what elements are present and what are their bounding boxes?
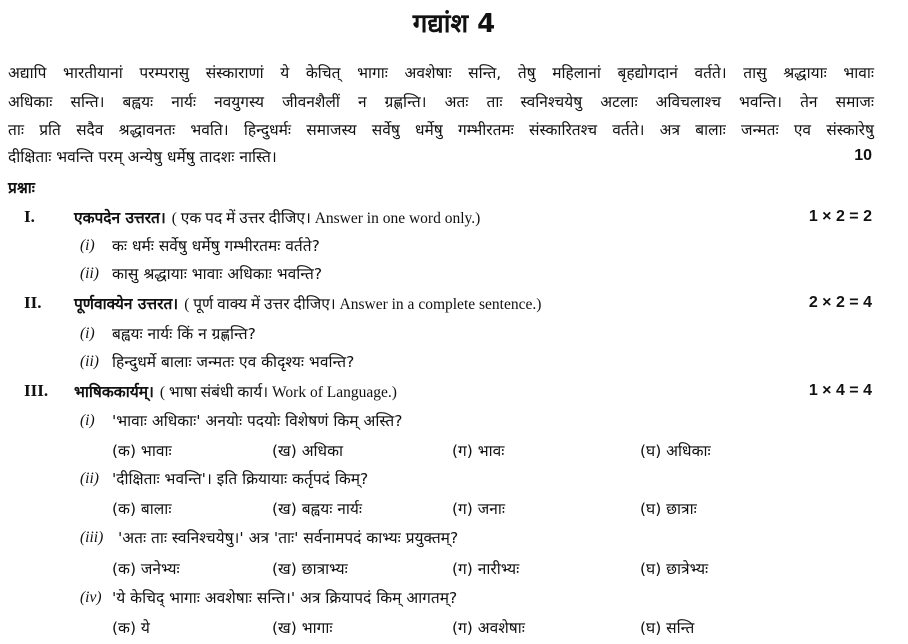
answer-option: (ख) भागाः: [272, 619, 333, 637]
section-marks: 1 × 2 = 2: [808, 208, 872, 225]
question-number: (i): [80, 325, 95, 342]
answer-option: (घ) सन्ति: [640, 619, 695, 637]
section-instruction: ( एक पद में उत्तर दीजिए। Answer in one word only.): [171, 210, 481, 227]
question-number: (ii): [80, 353, 99, 370]
question-text: हिन्दुधर्मे बालाः जन्मतः एव कीदृश्यः भवन्ति?: [112, 353, 355, 371]
section-title: भाषिककार्यम्।: [74, 383, 154, 401]
answer-option: (ग) जनाः: [452, 500, 505, 518]
section-number: I.: [24, 207, 35, 226]
section-heading: [74, 208, 480, 229]
answer-option: (ख) छात्राभ्यः: [272, 560, 348, 578]
answer-option: (क) बालाः: [112, 500, 172, 518]
section-marks: 2 × 2 = 4: [808, 294, 872, 311]
answer-option: (ग) नारीभ्यः: [452, 560, 520, 578]
section-number: III.: [24, 381, 49, 400]
questions-label: प्रश्नाः: [8, 179, 35, 197]
question-number: (ii): [80, 470, 99, 487]
answer-option: (ख) बह्वयः नार्यः: [272, 500, 362, 518]
question-number: (i): [80, 412, 95, 429]
question-number: (ii): [80, 265, 99, 282]
answer-option: (क) भावाः: [112, 442, 172, 460]
question-text: 'दीक्षिताः भवन्ति'। इति क्रियायाः कर्तृपदं किम्?: [112, 470, 369, 488]
answer-option: (क) जनेभ्यः: [112, 560, 180, 578]
question-text: 'भावाः अधिकाः' अनयोः पदयोः विशेषणं किम् अस्ति?: [112, 412, 403, 430]
answer-option: (ख) अधिका: [272, 442, 344, 460]
answer-option: (घ) अधिकाः: [640, 442, 711, 460]
answer-option: (क) ये: [112, 619, 150, 637]
section-instruction: ( भाषा संबंधी कार्य। Work of Language.): [159, 384, 397, 401]
page-title: गद्यांश 4: [412, 9, 496, 39]
answer-option: (घ) छात्रेभ्यः: [640, 560, 709, 578]
question-number: (i): [80, 237, 95, 254]
passage-line: अधिकाः सन्ति। बह्वयः नार्यः नवयुगस्य जीवनशैलीं न ग्रह्णन्ति। अतः ताः स्वनिश्चयेषु अटलाः अविचलाश्च भवन्ति। तेन समाजः: [8, 93, 874, 111]
passage-line: ताः प्रति सदैव श्रद्धावनतः भवति। हिन्दुधर्मः समाजस्य सर्वेषु धर्मेषु गम्भीरतमः संस्कारितश्च वर्तते। अत्र बालाः जन्मतः एव संस्कारेषु: [8, 121, 874, 139]
question-text: 'ये केचिद् भागाः अवशेषाः सन्ति।' अत्र क्रियापदं किम् आगतम्?: [112, 589, 458, 607]
question-number: (iv): [80, 589, 102, 606]
question-text: कः धर्मः सर्वेषु धर्मेषु गम्भीरतमः वर्तते?: [112, 237, 320, 255]
section-heading: [74, 294, 541, 315]
question-text: कासु श्रद्धायाः भावाः अधिकाः भवन्ति?: [112, 265, 323, 283]
question-text: बह्वयः नार्यः किं न ग्रह्णन्ति?: [112, 325, 256, 343]
section-number: II.: [24, 293, 42, 312]
question-text: 'अतः ताः स्वनिश्चयेषु।' अत्र 'ताः' सर्वनामपदं काभ्यः प्रयुक्तम्?: [118, 529, 459, 547]
answer-option: (घ) छात्राः: [640, 500, 697, 518]
answer-option: (ग) अवशेषाः: [452, 619, 525, 637]
answer-option: (ग) भावः: [452, 442, 505, 460]
section-instruction: ( पूर्ण वाक्य में उत्तर दीजिए। Answer in a complete sentence.): [184, 296, 542, 313]
passage-marks: 10: [854, 147, 872, 164]
section-marks: 1 × 4 = 4: [808, 382, 872, 399]
section-title: एकपदेन उत्तरत।: [74, 209, 166, 227]
section-heading: [74, 382, 397, 403]
passage-line: दीक्षिताः भवन्ति परम् अन्येषु धर्मेषु तादशः नास्ति।: [8, 148, 277, 166]
question-number: (iii): [80, 529, 104, 546]
passage-line: अद्यापि भारतीयानां परम्परासु संस्काराणां ये केचित् भागाः अवशेषाः सन्ति, तेषु महिलानां बृहद्योगदानं वर्तते। तासु श्रद्धायाः भावाः: [8, 64, 874, 82]
section-title: पूर्णवाक्येन उत्तरत।: [74, 295, 179, 313]
